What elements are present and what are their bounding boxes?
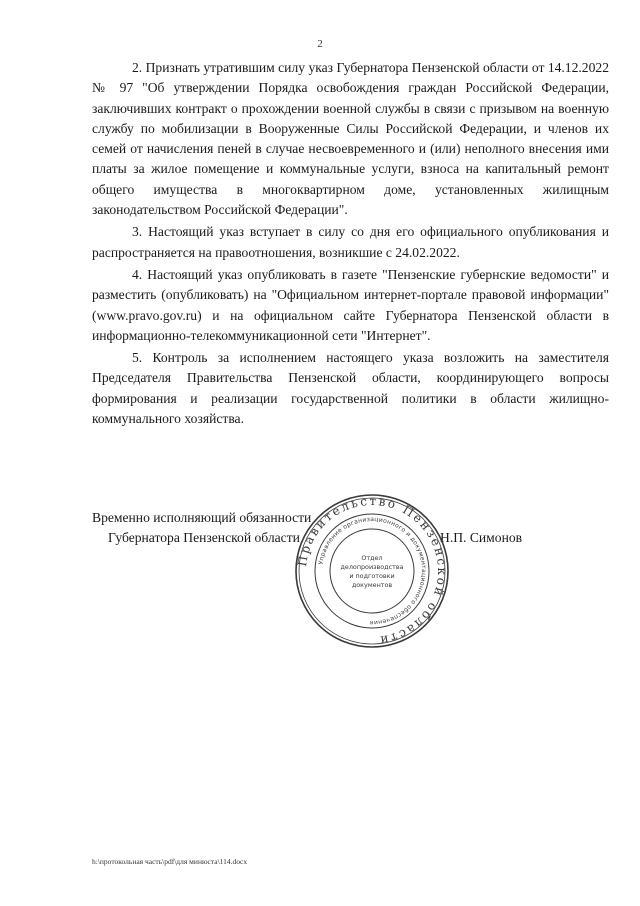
paragraph-3: 3. Настоящий указ вступает в силу со дня его официального опубликования и распространяется на правоотношения, возникшие с 24.02.2022. bbox=[92, 224, 609, 260]
signatory-title-line-2: Губернатора Пензенской области bbox=[108, 530, 300, 545]
stamp-center-line-2: делопроизводства bbox=[340, 563, 404, 571]
stamp-center-line-4: документов bbox=[351, 581, 393, 589]
signatory-name: Н.П. Симонов bbox=[440, 530, 523, 545]
stamp-center-line-3: и подготовки bbox=[349, 572, 395, 580]
stamp-middle-text: Управление организационного и документационного обеспечения bbox=[317, 515, 428, 627]
stamp-center-line-1: Отдел bbox=[361, 554, 383, 562]
paragraph-5: 5. Контроль за исполнением настоящего указа возложить на заместителя Председателя Правительства Пензенской области, координирующего вопросы формирования и реализации государственной политики в области жилищно-коммунального хозяйства. bbox=[92, 350, 609, 427]
official-stamp bbox=[294, 493, 450, 649]
signatory-title-line-1: Временно исполняющий обязанности bbox=[92, 510, 312, 525]
svg-text:Управление организационного и bbox=[317, 516, 427, 626]
paragraph-4: 4. Настоящий указ опубликовать в газете "Пензенские губернские ведомости" и разместить (опубликовать) на "Официальном интернет-портале правовой информации" (www.pravo.gov.ru) и на официальном сайте Губернатора Пензенской области в информационно-телекоммуникационной сети "Интернет". bbox=[92, 266, 609, 343]
footer-file-path: h:\протокольная часть\pdf\для минюста\114.docx bbox=[92, 857, 248, 866]
document-body bbox=[92, 58, 609, 431]
stamp-outer-text: Правительство Пензенской области bbox=[294, 493, 450, 648]
page-number: 2 bbox=[317, 38, 323, 50]
paragraph-2: 2. Признать утратившим силу указ Губернатора Пензенской области от 14.12.2022 № 97 "Об утверждении Порядка освобождения граждан Российской Федерации, заключивших контракт о прохождении военной службы в связи с призывом на военную службу по мобилизации в Вооруженные Силы Российской Федерации, и членов их семей от начисления пеней в случае несвоевременного и (или) неполного внесения ими платы за жилое помещение и коммунальные услуги, взноса на капитальный ремонт общего имущества в многоквартирном доме, установленных жилищным законодательством Российской Федерации". bbox=[92, 60, 609, 218]
